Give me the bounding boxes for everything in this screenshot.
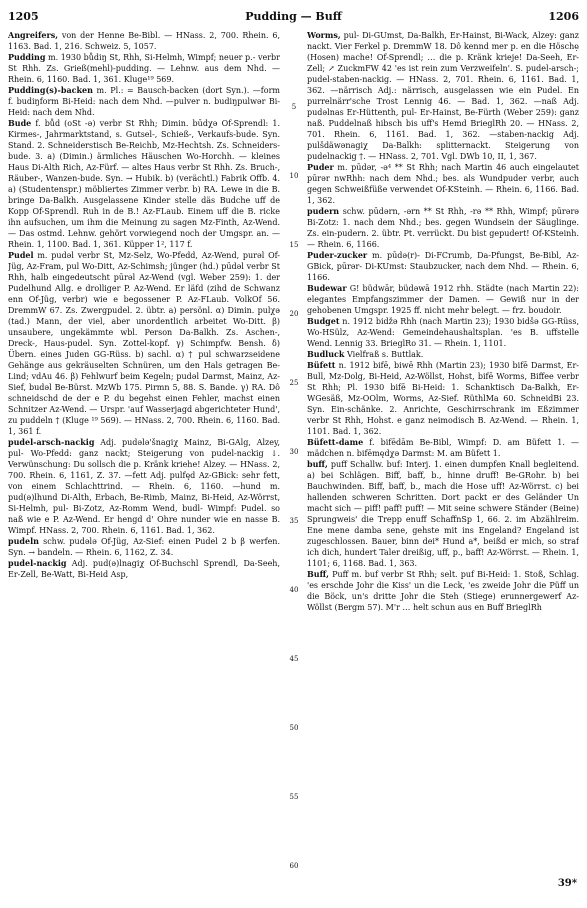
entry: Bude f. bůd (oSt -ə) verbr St Rhh; Dimin. būdχə Of-Sprendl: 1. Kirmes-, Jahrmarktstand, s. Gutsel-, Schieß-, Verkaufs-bude. Syn. Stand. 2. Schneiderstisch Be-Reichb, Mz-Hechtsh. Zs. Schneiders-bude. 3. a) (Dimin.) ärmliches Häuschen Wo-Horchh. — kleines Haus Di-Alth Rich, Az-Fürf. — altes Haus verbr St Rhh. Zs. Bruch-, Räuber-, Wanzen-bude. Syn. → Hubik. b) (verächtl.) Fabrik Offb. 4. a) (Studentenspr.) möbliertes Zimmer verbr. b) RA. Lewe in die B. bringe Da-Balkh. Ausgelassene Kinder stelle däs Budche uff de Kopp Of-Sprendl. Ruh in de B.! Az-FLaub. Einem uff die B. ricke ihn aufsuchen, um ihm die Meinung zu sagen Mz-Finth, Az-Wend. — Das ostmd. Lehnw. gehört vorwiegend noch der Umgspr. an. — Rhein. 1, 1100. Bad. 1, 361. Küpper 1², 117 f. xyxy=(8,118,280,249)
headword: pudel-nackig xyxy=(8,558,67,568)
entry: pudel-nackig Adj. pud(ə)lnagiχ Of-Buchschl Sprendl, Da-Seeh, Er-Zell, Be-Watt, Bi-Heid Asp, xyxy=(8,558,280,579)
line-number: 20 xyxy=(289,310,299,318)
sheet-signature: 39* xyxy=(557,878,577,889)
entry: pudeln schw. pudələ Of-Jüg, Az-Sief: einen Pudel 2 b β werfen. Syn. → bandeln. — Rhein. 6, 1162, Z. 34. xyxy=(8,536,280,557)
headword: Puder-zucker xyxy=(307,250,368,260)
left-column xyxy=(8,30,280,868)
headword: Buff, xyxy=(307,569,329,579)
headword: Bude xyxy=(8,118,32,128)
line-number: 40 xyxy=(289,586,299,594)
running-header xyxy=(8,10,579,28)
headword: Worms, xyxy=(307,30,341,40)
page-number-left: 1205 xyxy=(8,10,39,23)
line-number: 45 xyxy=(289,655,299,663)
headword: buff, xyxy=(307,459,328,469)
entry: Budewar G! büdwār, büdəwā 1912 rhh. Städte (nach Martin 22): elegantes Empfangszimmer der Damen. — Gewiß nur in der gehobenen Umgspr. 1925 ff. nicht mehr belegt. — frz. boudoir. xyxy=(307,283,579,315)
headword: Pudel xyxy=(8,250,34,260)
right-column xyxy=(307,30,579,868)
entry: Worms, pul- Di-GUmst, Da-Balkh, Er-Hainst, Bi-Wack, Alzey: ganz nackt. Vier Ferkel p. DremmW 18. Dô kennd mer p. en die Höschẹ (Hosen) mache! Of-Sprendl; … die p. Kränk krieje! Da-Seeh, Er-Zell; ↗ ZuckmFW 42 'es ist rein zum Verzweifeln'. S. pudel-arsch-; pudel-staben-nackig. — HNass. 2, 701. Rhein. 6, 1161. Bad. 1, 362. —närrisch Adj.: närrisch, ausgelassen wie ein Pudel. En purrelnärr'sche Trost Lennig 46. — Bad. 1, 362. —naß Adj. pudəlnas Er-Hüttenth, pul- Er-Hainst, Be-Fürth (Weber 259): ganz naß. Puddelnaß hibsch bis uff's Hemd BrieglRh 20. — HNass. 2, 701. Rhein. 6, 1161. Bad. 1, 362. —staben-nackig Adj. pulšdäwənagiχ Da-Balkh: splitternackt. Steigerung von pudelnackig †. — HNass. 2, 701. Vgl. DWb 10, II, 1, 367. xyxy=(307,30,579,161)
running-title: Pudding — Buff xyxy=(245,10,342,23)
line-number: 10 xyxy=(289,172,299,180)
headword: Pudding xyxy=(8,52,46,62)
entry: Budluck Vielfraß s. Buttlak. xyxy=(307,349,424,359)
line-number: 5 xyxy=(291,103,297,111)
entry: Puder-zucker m. pūdə(r)- Di-FCrumb, Da-Pfungst, Be-Bibl, Az-GBick, pūrər- Di-KUmst: Staubzucker, nach dem Nhd. — Rhein. 6, 1166. xyxy=(307,250,579,282)
entry: pudel-arsch-nackig Adj. pudələ'šnagiχ Mainz, Bi-GAlg, Alzey, pul- Wo-Pfedd: ganz nackt; Steigerung von pudel-nackig ↓. Verwünschung: Du sollsch die p. Kränk kriehe! Alzey. — HNass. 2, 700. Rhein. 6, 1161, Z. 37. —fett Adj. pulfęd Az-GBick: sehr fett, von einem Schlachttrind. — Rhein. 6, 1160. —hund m. pud(ə)lhund Di-Alth, Erbach, Be-Rimb, Mainz, Bi-Heid, Az-Wörrst, Si-Helmh, pul- Bi-Zotz, Az-Romm Wend, budl- Wimpf: Pudel. so naß wie e P. Az-Wend. Er hengd d' Ohre nunder wie en nasse B. Wimpf. HNass. 2, 700. Rhein. 6, 1161. Bad. 1, 362. xyxy=(8,437,280,535)
line-number: 35 xyxy=(289,517,299,525)
line-number: 25 xyxy=(289,379,299,387)
headword: Budget xyxy=(307,316,340,326)
entry: Buff, Puff m. buf verbr St Rhh; selt. puf Bi-Heid: 1. Stoß, Schlag. 'es erschde Johr die Kiss' un die Leck, 'es zweide Johr die Püff un die Böck, un's dritte Johr die Steh (Stiege) erunnergewerf Az-Wöllst (Bergm 57). M'r … helt schun aus en Buff BrieglRh xyxy=(307,569,579,612)
headword: pudeln xyxy=(8,536,39,546)
line-number: 50 xyxy=(289,724,299,732)
entry: Pudding m. 1930 bůdiŋ St, Rhh, Si-Helmh, Wimpf; neuer p.- verbr St Rhh. Zs. Grieß(mehl)-pudding. — Lehnw. aus dem Nhd. — Rhein. 6, 1160. Bad. 1, 361. Kluge¹⁹ 569. xyxy=(8,52,280,84)
entry: Budget n. 1912 bidžə Rhh (nach Martin 23); 1930 bidšə GG-Rüss, Wo-HSülz, Az-Wend: Gemeindehaushaltsplan. 'es B. uffstelle Wend. Lennig 33. BrieglRo 31. — Rhein. 1, 1101. xyxy=(307,316,579,348)
headword: Pudding(s)-backen xyxy=(8,85,93,95)
headword: Budluck xyxy=(307,349,345,359)
headword: Puder xyxy=(307,162,334,172)
line-number-gutter xyxy=(283,30,305,868)
headword: Budewar xyxy=(307,283,347,293)
line-number: 30 xyxy=(289,448,299,456)
headword: pudern xyxy=(307,206,340,216)
entry: Pudding(s)-backen m. Pl.: = Bausch-backen (dort Syn.). —form f. budiŋform Bi-Heid: nach dem Nhd. —pulver n. budiŋpulwər Bi-Heid: nach dem Nhd. xyxy=(8,85,280,117)
entry: pudern schw. pūdərn, -ərn ** St Rhh, -rə ** Rhh, Wimpf; pūrərə Bi-Zotz: 1. nach dem Nhd.; bes. gegen Wundsein der Säuglinge. Zs. ein-pudern. 2. übtr. Pt. verrückt. Du bist gepudert! Of-KSteinh. — Rhein. 6, 1166. xyxy=(307,206,579,249)
line-number: 15 xyxy=(289,241,299,249)
line-number: 55 xyxy=(289,793,299,801)
headword: pudel-arsch-nackig xyxy=(8,437,95,447)
headword: Büfett-dame xyxy=(307,437,364,447)
line-number: 60 xyxy=(289,862,299,870)
headword: Angreifers, xyxy=(8,30,58,40)
page-number-right: 1206 xyxy=(548,10,579,23)
entry: Büfett-dame f. bifēdām Be-Bibl, Wimpf: D. am Büfett 1. —mädchen n. bifēmędχə Darmst: M. am Büfett 1. xyxy=(307,437,579,458)
entry: buff, puff Schallw. buf: Interj. 1. einen dumpfen Knall begleitend. a) bei Schlägen. Biff, baff, b., hinne druff! Be-GRohr. b) bei Bauchwinden. Biff, baff, b., mach die Hose uff! Az-Wörrst. c) bei hallenden schweren Schritten. Dort packt er des Geländer Un macht sich — piff! paff! puff! — Mit seine schwere Ständer (Beine) Sprungweis' die Trepp enuff SchaffnSp 1, 66. 2. im Abzählreim. Ene mene damba sene, gehste mit ins Engeland? Engeland ist zugeschlossen. Bauer, binn dei* Hund a*, beißd er mich, so straf ich dich, hundert Taler dreißig, uff, p., baff! Az-Wörrst. — Rhein. 1, 1101; 6, 1168. Bad. 1, 363. xyxy=(307,459,579,568)
headword: Büfett xyxy=(307,360,336,370)
entry: Büfett n. 1912 bifē, biwē Rhh (Martin 23); 1930 bifē Darmst, Er-Bull, Mz-Dolg, Bi-Heid, Az-Wöllst, Hohst, bifē Worms, Biffee verbr St Rhh; Pl. 1930 bifē Bi-Heid: 1. Schanktisch Da-Balkh, Er-WGesäß, Mz-OOlm, Worms, Az-Sief. RüthlMa 60. SchneidBi 23. Syn. Ein-schänke. 2. Anrichte, Geschirrschrank im Eßzimmer verbr St Rhh, Hohst. e ganz neimodisch B. Az-Wend. — Rhein. 1, 1101. Bad. 1, 362. xyxy=(307,360,579,436)
entry: Puder m. pūdər, -ə⁴ ** St Rhh; nach Martin 46 auch eingelautet pūrər nwRhh: nach dem Nhd.; bes. als Wundpuder verbr, auch gegen Schweißfüße verwendet Of-KSteinh. — Rhein. 6, 1166. Bad. 1, 362. xyxy=(307,162,579,205)
entry: Pudel m. pudəl verbr St, Mz-Selz, Wo-Pfedd, Az-Wend, purəl Of-Jüg, Az-Fram, pul Wo-Ditt, Az-Schimsh; jünger (hd.) pūdəl verbr St Rhh, halb eingedeutscht pūrəl Az-Wend (vgl. Weber 259): 1. der Pudelhund Allg. e drolliger P. Az-Wend. Er läfd (zihd de Schwanz enn Of-Jüg, verbr) wie e begossener P. Az-FLaub. VolkOf 56. DremmW 67. Zs. Zwergpudel. 2. übtr. a) persönl. α) Dimin. pulχə (tad.) Mann, der viel, aber unordentlich arbeitet Wo-Ditt. β) unsaubere, ungekämmte wbl. Person Da-Balkh. Zs. Aschen-, Dreck-, Haus-pudel. Syn. Zottel-kopf. γ) Schimpfw. Bensh. δ) Übern. eines Juden GG-Rüss. b) sachl. α) † pul schwarzseidene Gehänge aus gekräuselten Schnüren, um den Hals getragen Be-Lind; vdAu 46. β) Fehlwurf beim Kegeln; pudəl Darmst, Mainz, Az-Sief, budəl Be-Bürst. MzWb 175. Pirmn 5, 88. S. Bande. γ) RA. Dô schneidschd de der e P. du begehst einen Fehler, machst einen Schnitzer Az-Wend. — Urspr. 'auf Wasserjagd abgerichteter Hund', zu puddeln † (Kluge ¹⁹ 569). — HNass. 2, 700. Rhein. 6, 1160. Bad. 1, 361 f. xyxy=(8,250,280,436)
entry: Angreifers, von der Henne Be-Bibl. — HNass. 2, 700. Rhein. 6, 1163. Bad. 1, 216. Schweiz. 5, 1057. xyxy=(8,30,280,51)
